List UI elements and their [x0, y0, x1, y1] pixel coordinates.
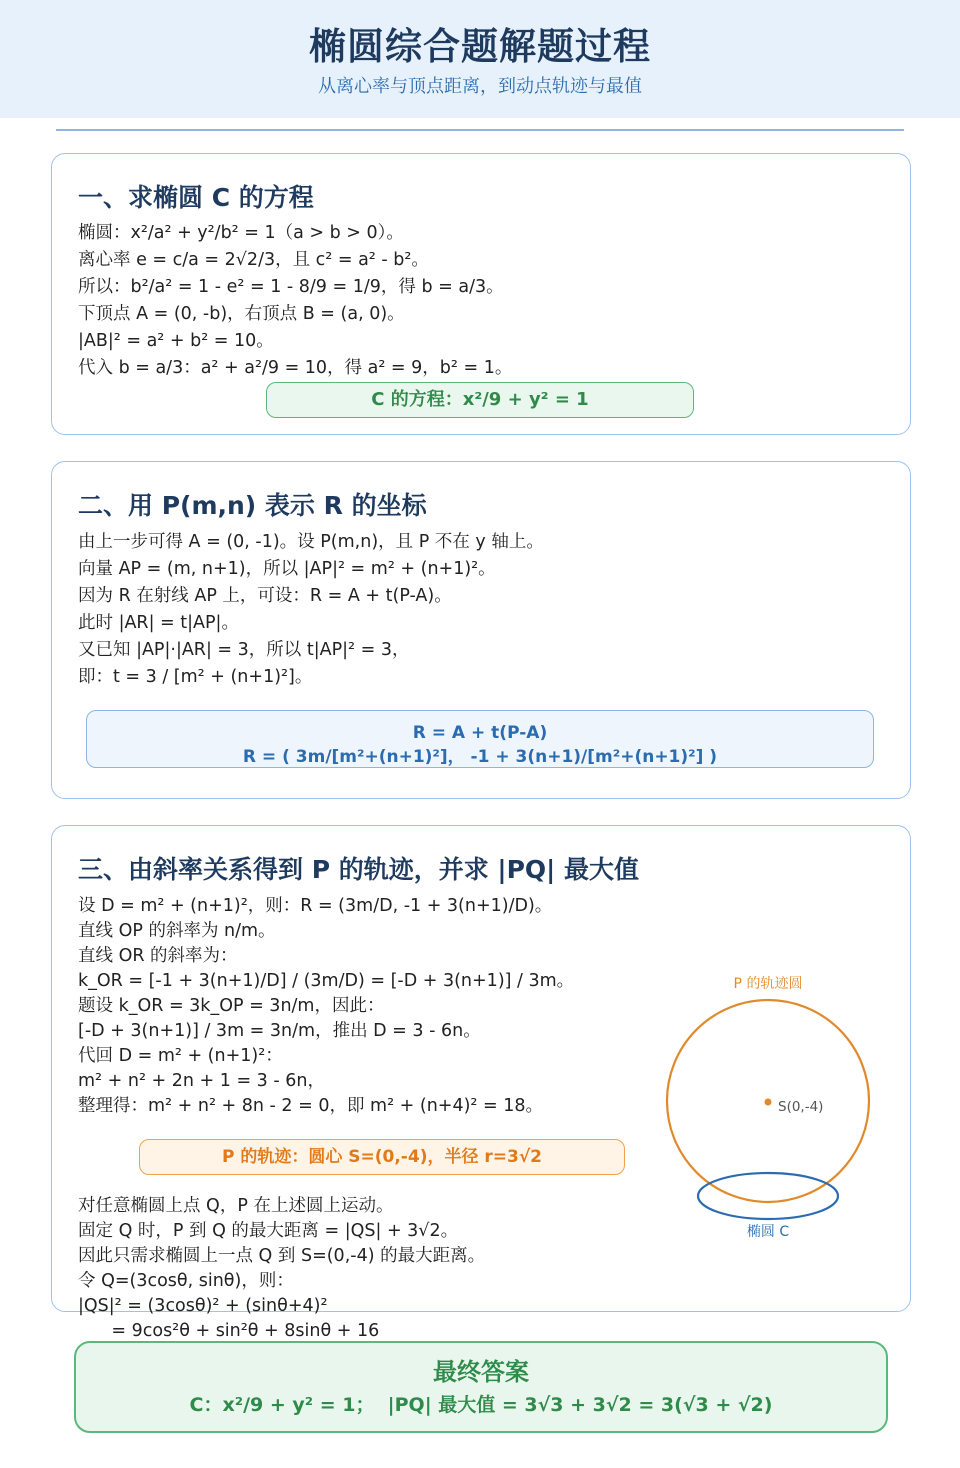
section-3-line: 整理得：m² + n² + 8n - 2 = 0，即 m² + (n+4)² = 18。	[78, 1096, 543, 1116]
section-2-result-line-2: R = ( 3m/[m²+(n+1)²]， -1 + 3(n+1)/[m²+(n+1)²] )	[242, 747, 718, 767]
section-1-line: 代入 b = a/3：a² + a²/9 = 10，得 a² = 9，b² = 1。	[78, 358, 513, 378]
section-3-line: 题设 k_OR = 3k_OP = 3n/m，因此：	[78, 996, 385, 1016]
section-3-line: 因此只需求椭圆上一点 Q 到 S=(0,-4) 的最大距离。	[78, 1246, 486, 1266]
center-point	[765, 1099, 772, 1106]
section-2-line: 即：t = 3 / [m² + (n+1)²]。	[78, 667, 313, 687]
section-1-line: 椭圆：x²/a² + y²/b² = 1（a > b > 0）。	[78, 223, 404, 243]
section-3-lines	[78, 894, 574, 1119]
section-3-line: m² + n² + 2n + 1 = 3 - 6n，	[78, 1071, 325, 1091]
section-1-line: |AB|² = a² + b² = 10。	[78, 331, 274, 351]
section-1-lines	[78, 220, 512, 382]
section-3-line: 直线 OR 的斜率为：	[78, 946, 238, 966]
final-answer-text: C：x²/9 + y² = 1； |PQ| 最大值 = 3√3 + 3√2 = 3(√3 + √2)	[189, 1394, 773, 1416]
section-3-card	[51, 825, 911, 1341]
section-2-line: 又已知 |AP|·|AR| = 3，所以 t|AP|² = 3，	[78, 640, 410, 660]
section-3-lines-2	[78, 1194, 485, 1344]
page-header	[0, 0, 960, 118]
section-1-card	[51, 153, 911, 435]
section-1-line: 离心率 e = c/a = 2√2/3，且 c² = a² - b²。	[78, 250, 429, 270]
section-2-line: 此时 |AR| = t|AP|。	[78, 613, 239, 633]
section-2-line: 向量 AP = (m, n+1)，所以 |AP|² = m² + (n+1)²。	[78, 559, 496, 579]
section-3-line: 设 D = m² + (n+1)²，则：R = (3m/D, -1 + 3(n+1)/D)。	[78, 896, 553, 916]
section-3-line: 对任意椭圆上点 Q，P 在上述圆上运动。	[78, 1196, 394, 1216]
ellipse-c	[698, 1173, 838, 1219]
section-3-line: 令 Q=(3cosθ, sinθ)，则：	[78, 1271, 294, 1291]
final-answer-title: 最终答案	[433, 1358, 529, 1386]
section-1-result	[266, 382, 694, 418]
section-3-line: 代回 D = m² + (n+1)²：	[78, 1046, 283, 1066]
section-2-title: 二、用 P(m,n) 表示 R 的坐标	[78, 491, 427, 520]
section-2-card	[51, 461, 911, 799]
page-subtitle: 从离心率与顶点距离，到动点轨迹与最值	[318, 76, 642, 97]
center-label: S(0,-4)	[778, 1099, 824, 1115]
section-3-title: 三、由斜率关系得到 P 的轨迹，并求 |PQ| 最大值	[78, 855, 639, 884]
section-1-line: 所以：b²/a² = 1 - e² = 1 - 8/9 = 1/9，得 b = a/3。	[78, 277, 504, 297]
section-2-lines	[78, 529, 544, 691]
locus-figure	[646, 966, 886, 1256]
section-3-line: |QS|² = (3cosθ)² + (sinθ+4)²	[78, 1296, 328, 1316]
section-3-line: 直线 OP 的斜率为 n/m。	[78, 921, 276, 941]
section-3-line: 固定 Q 时，P 到 Q 的最大距离 = |QS| + 3√2。	[78, 1221, 459, 1241]
section-2-line: 由上一步可得 A = (0, -1)。设 P(m,n)，且 P 不在 y 轴上。	[78, 532, 544, 552]
section-3-line: = 9cos²θ + sin²θ + 8sinθ + 16	[78, 1321, 380, 1341]
section-2-result	[86, 710, 874, 768]
header-divider	[56, 129, 904, 131]
locus-result	[139, 1139, 625, 1175]
section-2-result-line-1: R = A + t(P-A)	[412, 723, 548, 743]
page-title: 椭圆综合题解题过程	[309, 25, 651, 68]
section-1-result-text: C 的方程：x²/9 + y² = 1	[371, 389, 589, 410]
locus-result-text: P 的轨迹：圆心 S=(0,-4)，半径 r=3√2	[221, 1147, 543, 1167]
section-2-line: 因为 R 在射线 AP 上，可设：R = A + t(P-A)。	[78, 586, 452, 606]
section-3-line: [-D + 3(n+1)] / 3m = 3n/m，推出 D = 3 - 6n。	[78, 1021, 481, 1041]
section-3-line: k_OR = [-1 + 3(n+1)/D] / (3m/D) = [-D + 3(n+1)] / 3m。	[78, 971, 575, 991]
circle-label: P 的轨迹圆	[733, 976, 803, 992]
final-answer-box	[74, 1341, 888, 1433]
section-1-line: 下顶点 A = (0, -b)，右顶点 B = (a, 0)。	[78, 304, 405, 324]
ellipse-label: 椭圆 C	[746, 1224, 790, 1240]
section-1-title: 一、求椭圆 C 的方程	[78, 183, 314, 212]
